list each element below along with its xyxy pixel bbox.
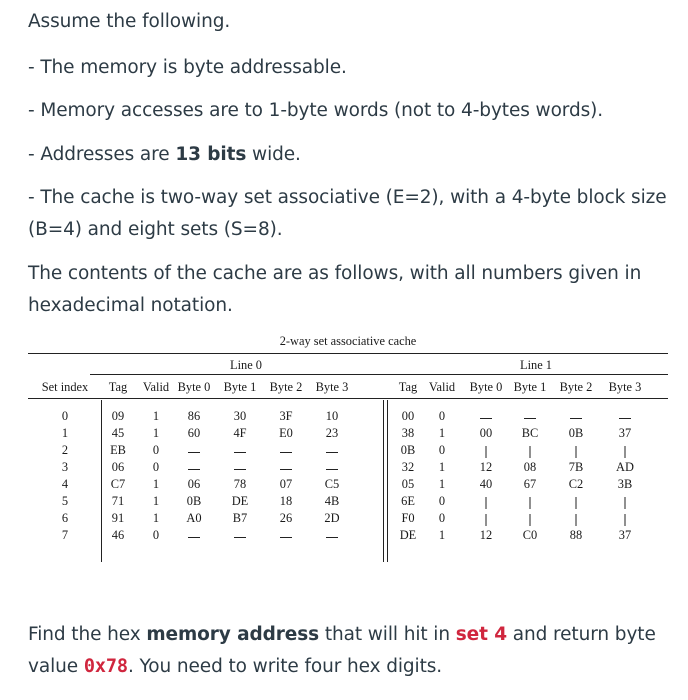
line0-cell: DE bbox=[231, 494, 249, 508]
set-index-1: 1 bbox=[61, 426, 69, 440]
line1-cell: 7B bbox=[568, 460, 584, 474]
line1-label: Line 1 bbox=[520, 358, 552, 372]
set-index-6: 6 bbox=[61, 511, 69, 525]
set-index-5: 5 bbox=[61, 494, 69, 508]
bullet-address-width bbox=[28, 139, 301, 171]
line0-header-byte-0: Byte 0 bbox=[177, 380, 211, 394]
empty-cell-dash bbox=[234, 452, 246, 453]
line0-cell: 78 bbox=[233, 477, 247, 491]
line0-cell: 86 bbox=[187, 409, 201, 423]
line1-cell: 32 bbox=[401, 460, 415, 474]
line1-cell: C2 bbox=[568, 477, 584, 491]
empty-cell-dash bbox=[188, 537, 200, 538]
q-pre: Find the hex bbox=[28, 624, 147, 645]
line0-cell: 23 bbox=[325, 426, 339, 440]
line0-cell: 1 bbox=[152, 494, 160, 508]
line1-header-valid: Valid bbox=[428, 380, 456, 394]
line0-cell: 1 bbox=[152, 426, 160, 440]
line1-cell: 1 bbox=[438, 477, 446, 491]
line1-cell: 37 bbox=[618, 528, 632, 542]
q-mid: that will hit in bbox=[319, 624, 456, 645]
line1-cell: 12 bbox=[479, 460, 493, 474]
line0-cell: EB bbox=[110, 443, 126, 457]
line0-cell: 4B bbox=[324, 494, 340, 508]
empty-cell-dash bbox=[486, 446, 487, 458]
line0-cell: 46 bbox=[111, 528, 125, 542]
b3-pre: - Addresses are bbox=[28, 144, 176, 165]
line0-header-byte-2: Byte 2 bbox=[269, 380, 303, 394]
q-value-highlight: 0x78 bbox=[83, 656, 128, 677]
line1-cell: 0 bbox=[438, 511, 446, 525]
line0-underline bbox=[90, 374, 392, 375]
set-index-4: 4 bbox=[61, 477, 69, 491]
line0-cell: 30 bbox=[233, 409, 247, 423]
line1-cell: 38 bbox=[401, 426, 415, 440]
cache-contents-intro bbox=[28, 258, 641, 322]
empty-cell-dash bbox=[234, 469, 246, 470]
line0-cell: 0 bbox=[152, 460, 160, 474]
line1-cell: 37 bbox=[618, 426, 632, 440]
line0-cell: 1 bbox=[152, 511, 160, 525]
line1-cell: BC bbox=[521, 426, 539, 440]
top-rule bbox=[28, 353, 668, 354]
empty-cell-dash bbox=[486, 497, 487, 509]
line1-cell: 88 bbox=[569, 528, 583, 542]
line0-cell: A0 bbox=[186, 511, 202, 525]
line0-cell: 3F bbox=[279, 409, 293, 423]
bullet-byte-addressable: - The memory is byte addressable. bbox=[28, 57, 347, 78]
empty-cell-dash bbox=[570, 418, 582, 419]
line0-cell: 4F bbox=[233, 426, 247, 440]
empty-cell-dash bbox=[576, 514, 577, 526]
q-set-highlight: set 4 bbox=[455, 624, 507, 645]
line0-cell: 09 bbox=[111, 409, 125, 423]
question-text bbox=[28, 619, 656, 683]
line0-cell: 60 bbox=[187, 426, 201, 440]
set-index-7: 7 bbox=[61, 528, 69, 542]
set-index-3: 3 bbox=[61, 460, 69, 474]
line1-cell: 0B bbox=[568, 426, 584, 440]
empty-cell-dash bbox=[234, 537, 246, 538]
header-rule bbox=[28, 398, 668, 399]
empty-cell-dash bbox=[530, 446, 531, 458]
empty-cell-dash bbox=[625, 514, 626, 526]
line0-cell: 07 bbox=[279, 477, 293, 491]
line0-cell: B7 bbox=[232, 511, 248, 525]
empty-cell-dash bbox=[326, 452, 338, 453]
line0-header-byte-1: Byte 1 bbox=[223, 380, 257, 394]
line1-underline bbox=[384, 374, 668, 375]
line1-cell: 08 bbox=[523, 460, 537, 474]
line1-cell: 1 bbox=[438, 460, 446, 474]
q-l2-pre: value bbox=[28, 656, 84, 677]
q-mid2: and return byte bbox=[506, 624, 656, 645]
empty-cell-dash bbox=[280, 469, 292, 470]
contents-line2: hexadecimal notation. bbox=[28, 295, 233, 316]
cache-title: 2-way set associative cache bbox=[279, 334, 417, 348]
line0-cell: 18 bbox=[279, 494, 293, 508]
line0-cell: 91 bbox=[111, 511, 125, 525]
line0-cell: 10 bbox=[325, 409, 339, 423]
b4-line1: - The cache is two-way set associative (E=2), with a 4-byte block size bbox=[28, 187, 667, 208]
line0-cell: 06 bbox=[187, 477, 201, 491]
empty-cell-dash bbox=[326, 469, 338, 470]
line0-cell: 26 bbox=[279, 511, 293, 525]
empty-cell-dash bbox=[530, 497, 531, 509]
empty-cell-dash bbox=[576, 497, 577, 509]
line1-cell: DE bbox=[399, 528, 417, 542]
line1-cell: 12 bbox=[479, 528, 493, 542]
empty-cell-dash bbox=[280, 537, 292, 538]
line-divider-left bbox=[383, 400, 384, 562]
line1-cell: 0 bbox=[438, 494, 446, 508]
line0-cell: 0 bbox=[152, 443, 160, 457]
empty-cell-dash bbox=[188, 452, 200, 453]
empty-cell-dash bbox=[326, 537, 338, 538]
line0-header-byte-3: Byte 3 bbox=[315, 380, 349, 394]
empty-cell-dash bbox=[486, 514, 487, 526]
set-index-header: Set index bbox=[41, 380, 89, 394]
empty-cell-dash bbox=[625, 446, 626, 458]
b3-post: wide. bbox=[246, 144, 301, 165]
line1-cell: 1 bbox=[438, 528, 446, 542]
empty-cell-dash bbox=[576, 446, 577, 458]
line1-cell: 1 bbox=[438, 426, 446, 440]
line1-header-byte-0: Byte 0 bbox=[469, 380, 503, 394]
line0-header-tag: Tag bbox=[108, 380, 128, 394]
line1-cell: 0 bbox=[438, 443, 446, 457]
empty-cell-dash bbox=[280, 452, 292, 453]
set-column-divider bbox=[101, 400, 102, 562]
line0-header-valid: Valid bbox=[142, 380, 170, 394]
line0-cell: 2D bbox=[324, 511, 340, 525]
empty-cell-dash bbox=[625, 497, 626, 509]
b3-bold: 13 bits bbox=[175, 144, 247, 165]
line0-cell: C5 bbox=[324, 477, 340, 491]
contents-line1: The contents of the cache are as follows, with all numbers given in bbox=[28, 263, 642, 284]
line0-cell: C7 bbox=[110, 477, 126, 491]
line1-cell: 00 bbox=[479, 426, 493, 440]
line0-cell: 0B bbox=[186, 494, 202, 508]
q-bold-memory-address: memory address bbox=[146, 624, 320, 645]
empty-cell-dash bbox=[480, 418, 492, 419]
line0-cell: 1 bbox=[152, 409, 160, 423]
line1-cell: 6E bbox=[401, 494, 415, 508]
line1-cell: 00 bbox=[401, 409, 415, 423]
line0-cell: 45 bbox=[111, 426, 125, 440]
bullet-cache-config bbox=[28, 182, 667, 246]
line1-cell: 67 bbox=[523, 477, 537, 491]
line1-cell: 0B bbox=[400, 443, 416, 457]
line1-cell: C0 bbox=[522, 528, 538, 542]
set-index-0: 0 bbox=[61, 409, 69, 423]
empty-cell-dash bbox=[619, 418, 631, 419]
line0-cell: 71 bbox=[111, 494, 125, 508]
line1-cell: AD bbox=[616, 460, 634, 474]
bullet-word-size: - Memory accesses are to 1-byte words (not to 4-bytes words). bbox=[28, 100, 604, 121]
line0-cell: E0 bbox=[279, 426, 293, 440]
line0-cell: 0 bbox=[152, 528, 160, 542]
line0-cell: 06 bbox=[111, 460, 125, 474]
set-index-2: 2 bbox=[61, 443, 69, 457]
cache-table bbox=[28, 334, 668, 562]
q-l2-post: . You need to write four hex digits. bbox=[127, 656, 443, 677]
empty-cell-dash bbox=[530, 514, 531, 526]
line1-header-byte-2: Byte 2 bbox=[559, 380, 593, 394]
line1-cell: 0 bbox=[438, 409, 446, 423]
empty-cell-dash bbox=[524, 418, 536, 419]
line0-label: Line 0 bbox=[230, 358, 262, 372]
line1-header-byte-3: Byte 3 bbox=[608, 380, 642, 394]
intro-text: Assume the following. bbox=[28, 11, 231, 32]
line1-cell: 40 bbox=[479, 477, 493, 491]
line-divider-right bbox=[387, 400, 388, 562]
empty-cell-dash bbox=[188, 469, 200, 470]
line1-header-byte-1: Byte 1 bbox=[513, 380, 547, 394]
b4-line2: (B=4) and eight sets (S=8). bbox=[28, 219, 283, 240]
line1-cell: 3B bbox=[617, 477, 633, 491]
line1-header-tag: Tag bbox=[398, 380, 418, 394]
line1-cell: 05 bbox=[401, 477, 415, 491]
line0-cell: 1 bbox=[152, 477, 160, 491]
line1-cell: F0 bbox=[401, 511, 415, 525]
